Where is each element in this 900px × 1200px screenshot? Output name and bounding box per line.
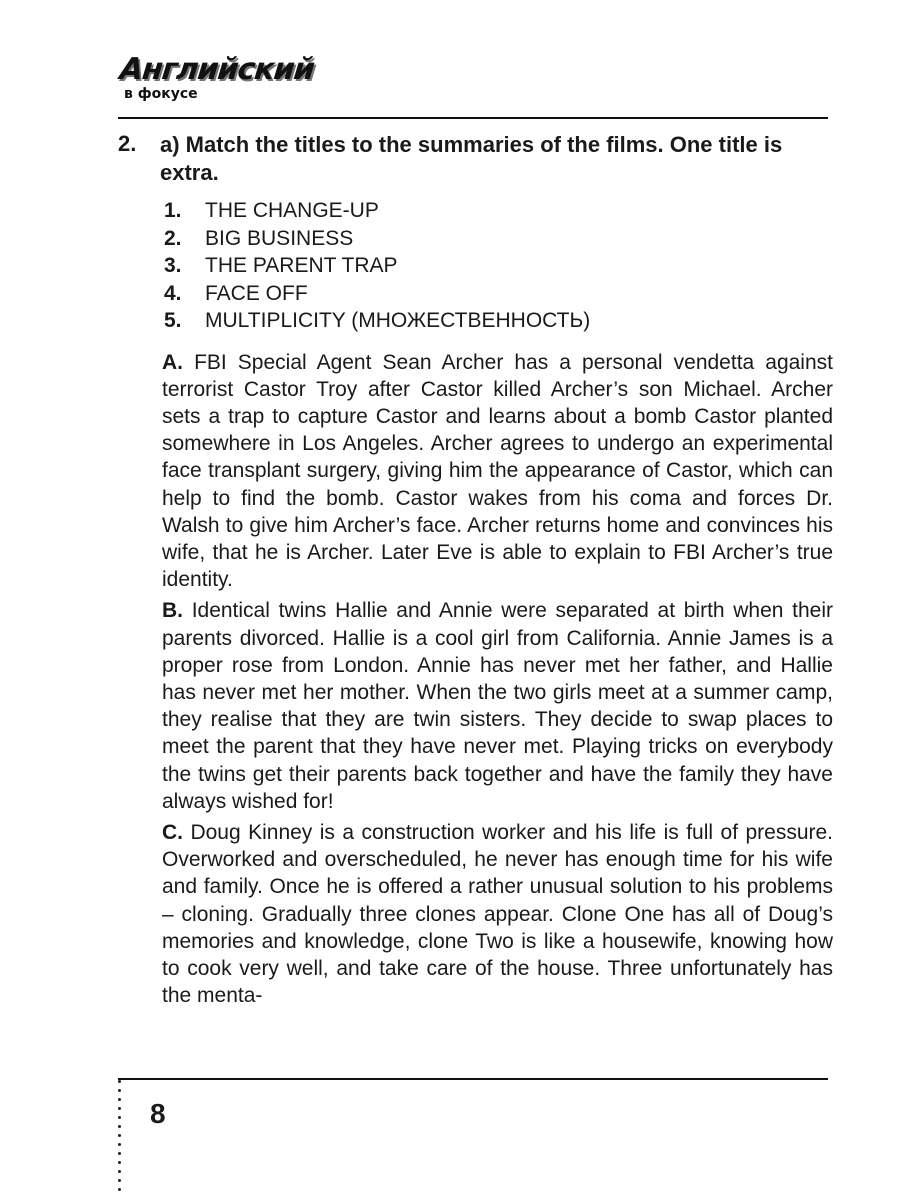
- margin-dot: [118, 1143, 121, 1146]
- list-item: 5. MULTIPLICITY (МНОЖЕСТВЕННОСТЬ): [164, 307, 833, 335]
- margin-dot: [118, 1152, 121, 1155]
- film-title: THE CHANGE-UP: [205, 199, 379, 222]
- exercise-number: 2.: [118, 131, 137, 156]
- list-item: 2. BIG BUSINESS: [164, 225, 833, 253]
- margin-dot: [118, 1089, 121, 1092]
- list-item: 3. THE PARENT TRAP: [164, 252, 833, 280]
- margin-dot: [118, 1125, 121, 1128]
- film-title: BIG BUSINESS: [205, 226, 354, 250]
- margin-dot: [118, 1080, 121, 1083]
- summary-c: [162, 819, 833, 1009]
- logo-title: Английский: [118, 52, 316, 87]
- book-logo: [118, 52, 316, 110]
- list-item: 1. THE CHANGE-UP: [164, 197, 833, 225]
- exercise-2: [118, 131, 833, 1013]
- margin-dot: [118, 1170, 121, 1173]
- film-title: THE PARENT TRAP: [205, 254, 398, 277]
- margin-dot: [118, 1116, 121, 1119]
- summary-label: C.: [162, 820, 183, 844]
- margin-dot: [118, 1179, 121, 1182]
- summary-text: Doug Kinney is a construction worker and his life is full of pressure. Overworked and overscheduled, he never has enough time for his wife and family. Once he is offered a rather unusual solution to his problems – cloning. Gradually three clones appear. Clone One has all of Doug’s memories and knowledge, clone Two is like a housewife, knowing how to cook very well, and take care of the house. Three unfortunately has the menta-: [162, 820, 834, 1008]
- summary-a: [162, 349, 833, 594]
- film-summaries: [162, 349, 833, 1010]
- summary-text: FBI Special Agent Sean Archer has a personal vendetta against terrorist Castor Troy after Castor killed Archer’s son Michael. Archer sets a trap to capture Castor and learns about a bomb Castor planted somewhere in Los Angeles. Archer agrees to undergo an experimental face transplant surgery, giving him the appearance of Castor, which can help to find the bomb. Castor wakes from his coma and forces Dr. Walsh to give him Archer’s face. Archer returns home and convinces his wife, that he is Archer. Later Eve is able to explain to FBI Archer’s true identity.: [162, 350, 833, 592]
- dotted-margin-line: [118, 1080, 122, 1195]
- summary-label: B.: [162, 599, 183, 623]
- footer-divider: [118, 1078, 828, 1080]
- margin-dot: [118, 1188, 121, 1191]
- film-title: MULTIPLICITY (МНОЖЕСТВЕННОСТЬ): [205, 309, 591, 332]
- header-divider: [118, 117, 828, 119]
- film-title: FACE OFF: [205, 281, 308, 305]
- exercise-instruction: a) Match the titles to the summaries of the films. One title is extra.: [160, 132, 783, 185]
- summary-text: Identical twins Hallie and Annie were separated at birth when their parents divorced. Hallie is a cool girl from California. Annie James is a proper rose from London. Annie has never met her father, and Hallie has never met her mother. When the two girls meet at a summer camp, they realise that they are twin sisters. They decide to swap places to meet the parent that they have never met. Playing tricks on everybody the twins get their parents back together and have the family they have always wished for!: [162, 599, 833, 813]
- summary-b: [162, 597, 833, 815]
- list-item: 4. FACE OFF: [164, 280, 833, 308]
- margin-dot: [118, 1107, 121, 1110]
- margin-dot: [118, 1134, 121, 1137]
- margin-dot: [118, 1098, 121, 1101]
- film-titles-list: [164, 197, 833, 335]
- margin-dot: [118, 1161, 121, 1164]
- summary-label: A.: [162, 350, 183, 374]
- page-number: 8: [150, 1098, 166, 1129]
- logo-subtitle: в фокусе: [124, 86, 198, 102]
